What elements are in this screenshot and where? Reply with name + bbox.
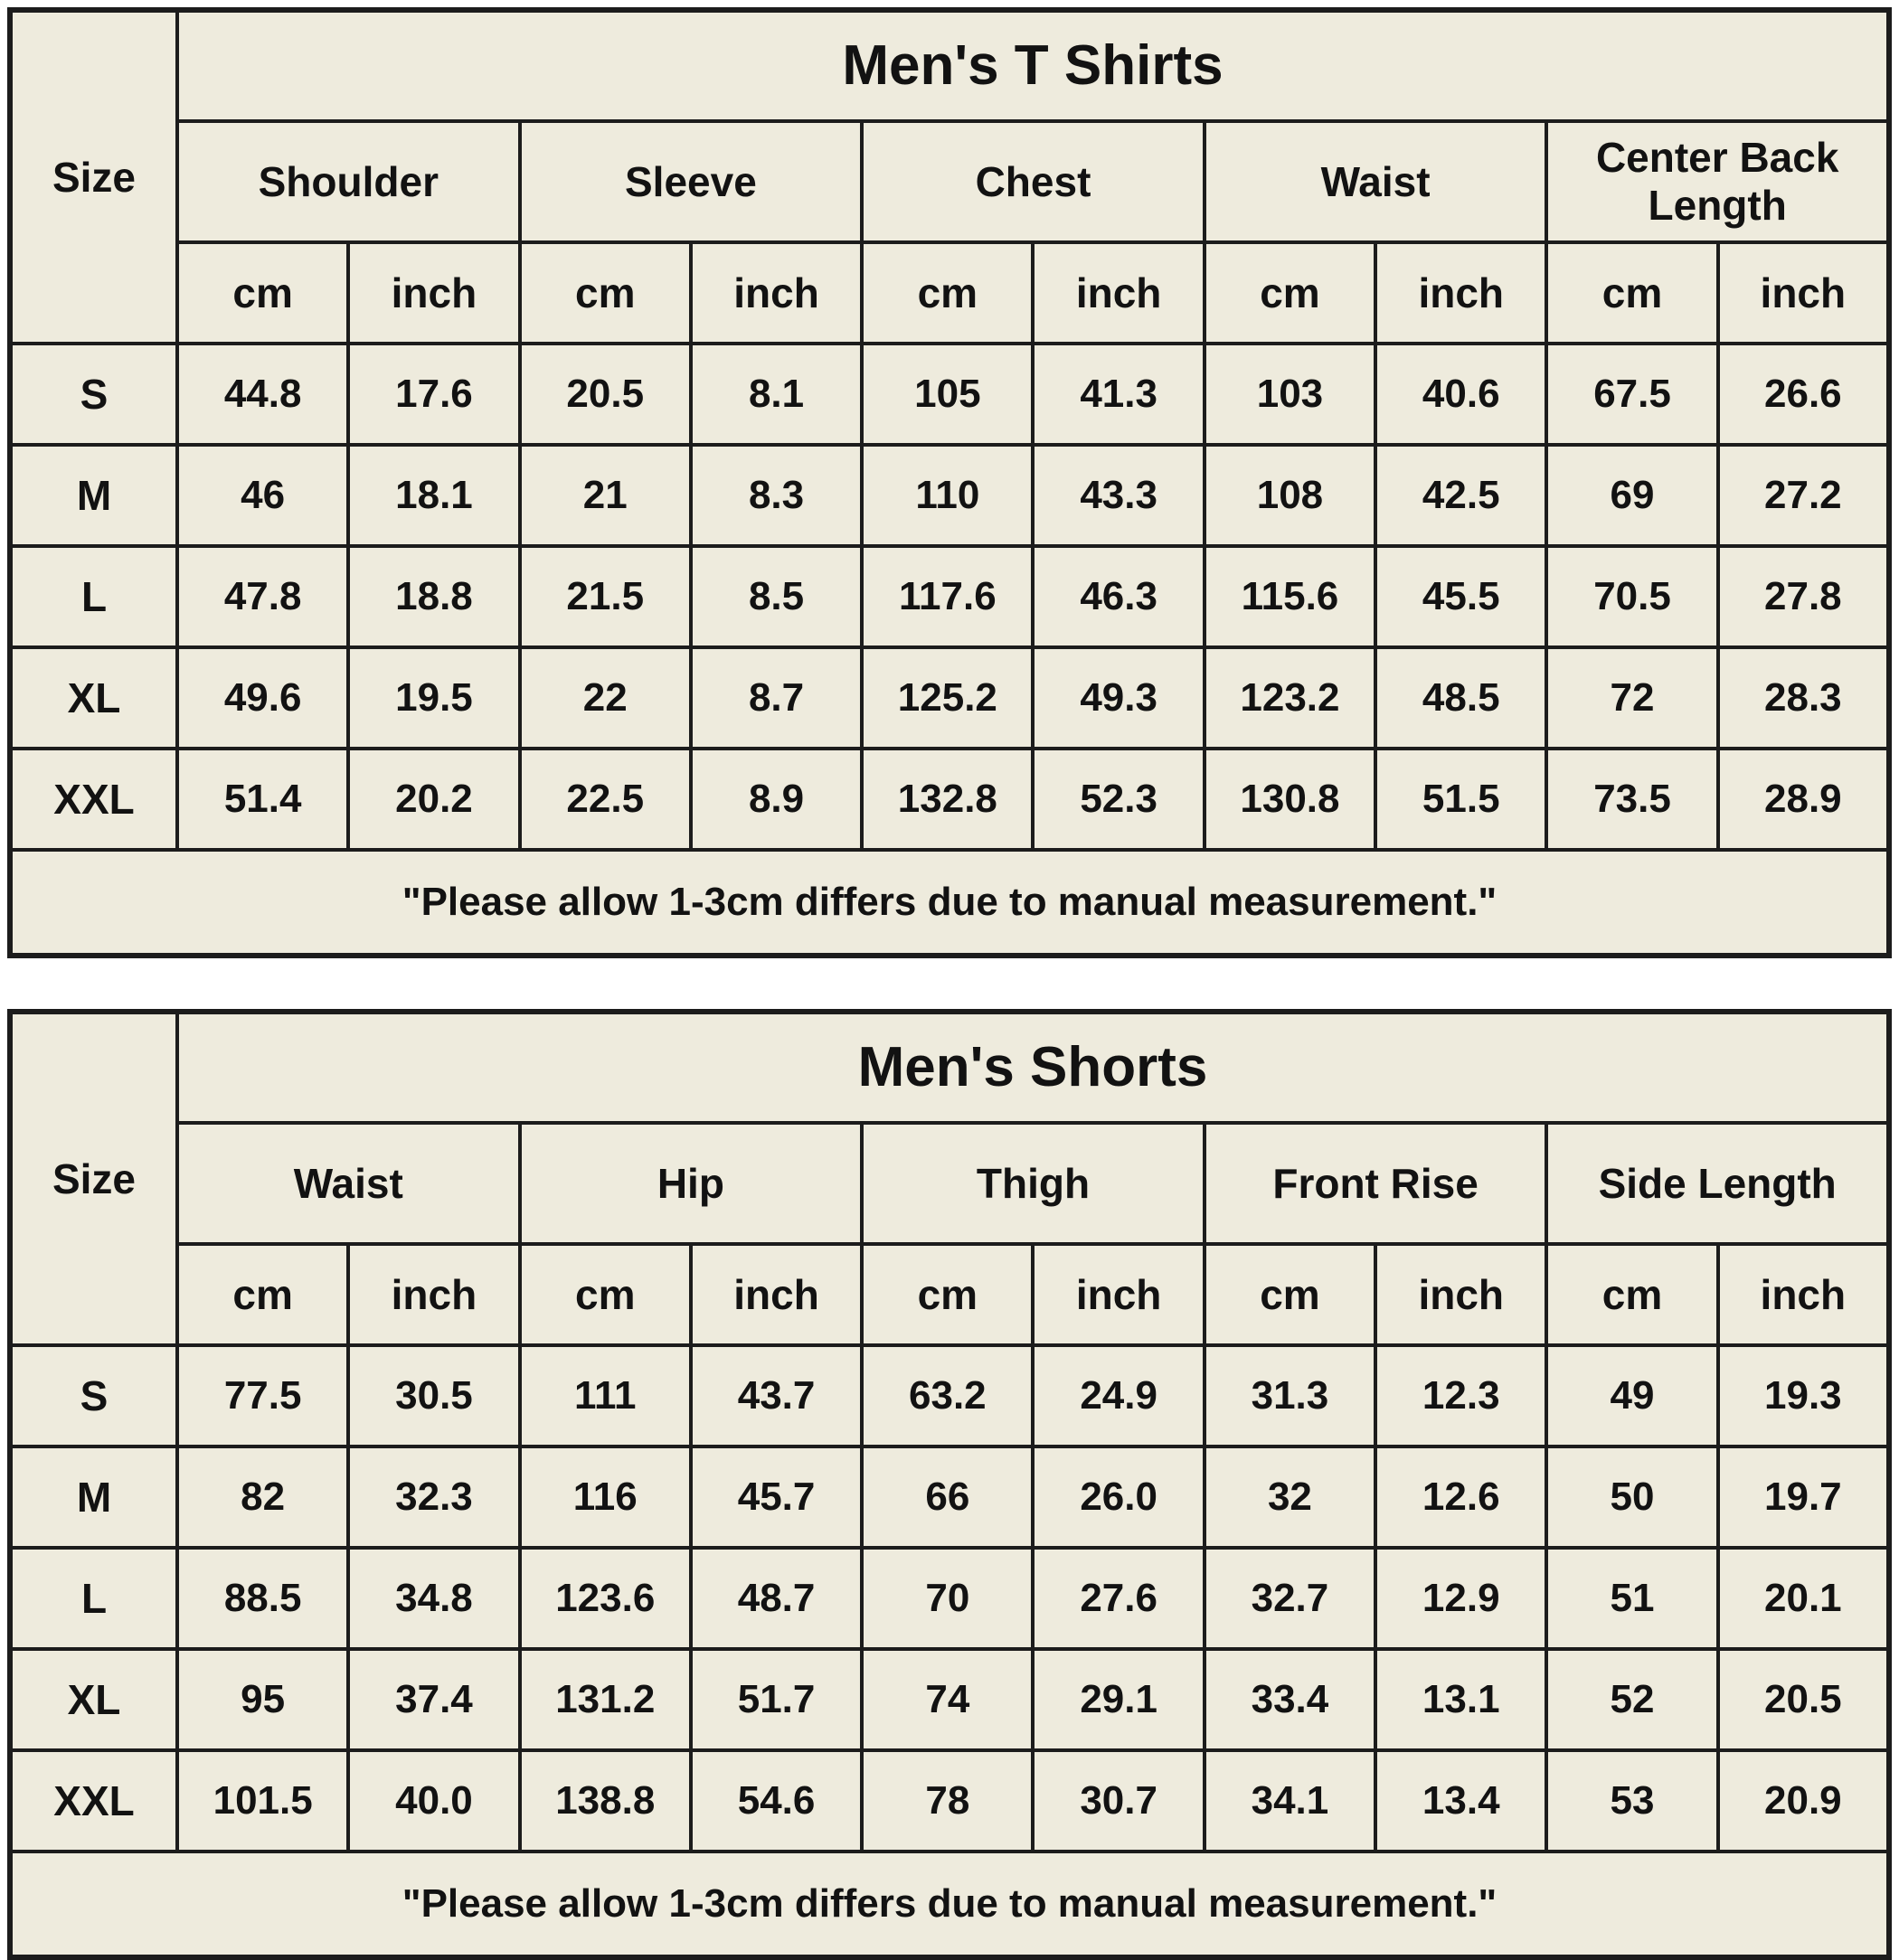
table-title: Men's T Shirts xyxy=(177,10,1889,121)
value-cell-inch: 29.1 xyxy=(1033,1649,1204,1750)
value-cell-inch: 12.6 xyxy=(1375,1446,1546,1548)
value-cell-cm: 116 xyxy=(520,1446,691,1548)
unit-header-cm: cm xyxy=(862,1244,1033,1345)
value-cell-cm: 101.5 xyxy=(177,1750,348,1852)
value-cell-cm: 123.6 xyxy=(520,1548,691,1649)
title-row xyxy=(10,1012,1889,1123)
value-cell-inch: 19.7 xyxy=(1718,1446,1889,1548)
table-title: Men's Shorts xyxy=(177,1012,1889,1123)
value-cell-inch: 8.5 xyxy=(691,546,862,647)
value-cell-inch: 41.3 xyxy=(1033,344,1204,445)
unit-header-inch: inch xyxy=(1375,242,1546,344)
value-cell-cm: 51.4 xyxy=(177,749,348,850)
value-cell-inch: 40.6 xyxy=(1375,344,1546,445)
size-row-l xyxy=(10,1548,1889,1649)
size-row-s xyxy=(10,344,1889,445)
value-cell-inch: 26.0 xyxy=(1033,1446,1204,1548)
value-cell-inch: 48.7 xyxy=(691,1548,862,1649)
unit-header-inch: inch xyxy=(1718,1244,1889,1345)
unit-header-cm: cm xyxy=(1546,1244,1717,1345)
size-row-m xyxy=(10,1446,1889,1548)
value-cell-inch: 48.5 xyxy=(1375,647,1546,749)
value-cell-inch: 13.4 xyxy=(1375,1750,1546,1852)
value-cell-cm: 117.6 xyxy=(862,546,1033,647)
value-cell-inch: 12.9 xyxy=(1375,1548,1546,1649)
unit-header-inch: inch xyxy=(691,1244,862,1345)
value-cell-cm: 49.6 xyxy=(177,647,348,749)
column-group-waist: Waist xyxy=(177,1123,520,1244)
value-cell-inch: 43.7 xyxy=(691,1345,862,1446)
value-cell-cm: 63.2 xyxy=(862,1345,1033,1446)
value-cell-cm: 105 xyxy=(862,344,1033,445)
value-cell-inch: 28.3 xyxy=(1718,647,1889,749)
column-group-hip: Hip xyxy=(520,1123,863,1244)
value-cell-inch: 8.9 xyxy=(691,749,862,850)
value-cell-inch: 51.7 xyxy=(691,1649,862,1750)
unit-header-inch: inch xyxy=(348,242,519,344)
size-row-label: S xyxy=(10,344,177,445)
size-row-label: XXL xyxy=(10,749,177,850)
size-row-label: XL xyxy=(10,1649,177,1750)
measure-header-row xyxy=(10,1123,1889,1244)
value-cell-inch: 20.2 xyxy=(348,749,519,850)
column-group-shoulder: Shoulder xyxy=(177,121,520,242)
value-cell-cm: 34.1 xyxy=(1205,1750,1375,1852)
value-cell-inch: 43.3 xyxy=(1033,445,1204,546)
column-group-side-length: Side Length xyxy=(1546,1123,1889,1244)
unit-header-cm: cm xyxy=(1205,242,1375,344)
unit-header-cm: cm xyxy=(520,1244,691,1345)
unit-header-inch: inch xyxy=(1033,242,1204,344)
size-column-header: Size xyxy=(10,1012,177,1345)
note-row xyxy=(10,850,1889,956)
value-cell-cm: 31.3 xyxy=(1205,1345,1375,1446)
value-cell-cm: 49 xyxy=(1546,1345,1717,1446)
value-cell-cm: 21.5 xyxy=(520,546,691,647)
value-cell-cm: 88.5 xyxy=(177,1548,348,1649)
column-group-sleeve: Sleeve xyxy=(520,121,863,242)
value-cell-inch: 51.5 xyxy=(1375,749,1546,850)
size-row-label: XL xyxy=(10,647,177,749)
value-cell-inch: 52.3 xyxy=(1033,749,1204,850)
unit-header-inch: inch xyxy=(1033,1244,1204,1345)
size-row-label: XXL xyxy=(10,1750,177,1852)
value-cell-inch: 19.3 xyxy=(1718,1345,1889,1446)
value-cell-inch: 8.3 xyxy=(691,445,862,546)
value-cell-cm: 53 xyxy=(1546,1750,1717,1852)
note-row xyxy=(10,1852,1889,1957)
value-cell-inch: 13.1 xyxy=(1375,1649,1546,1750)
value-cell-inch: 34.8 xyxy=(348,1548,519,1649)
value-cell-inch: 17.6 xyxy=(348,344,519,445)
value-cell-cm: 138.8 xyxy=(520,1750,691,1852)
value-cell-inch: 20.9 xyxy=(1718,1750,1889,1852)
value-cell-inch: 27.6 xyxy=(1033,1548,1204,1649)
value-cell-cm: 47.8 xyxy=(177,546,348,647)
value-cell-cm: 111 xyxy=(520,1345,691,1446)
unit-header-cm: cm xyxy=(862,242,1033,344)
value-cell-cm: 22.5 xyxy=(520,749,691,850)
value-cell-inch: 40.0 xyxy=(348,1750,519,1852)
value-cell-cm: 108 xyxy=(1205,445,1375,546)
unit-header-cm: cm xyxy=(177,242,348,344)
value-cell-cm: 44.8 xyxy=(177,344,348,445)
size-row-xl xyxy=(10,647,1889,749)
value-cell-inch: 28.9 xyxy=(1718,749,1889,850)
unit-header-row xyxy=(10,242,1889,344)
value-cell-cm: 33.4 xyxy=(1205,1649,1375,1750)
value-cell-cm: 110 xyxy=(862,445,1033,546)
value-cell-inch: 27.2 xyxy=(1718,445,1889,546)
value-cell-inch: 32.3 xyxy=(348,1446,519,1548)
value-cell-cm: 131.2 xyxy=(520,1649,691,1750)
size-row-l xyxy=(10,546,1889,647)
value-cell-cm: 70 xyxy=(862,1548,1033,1649)
value-cell-cm: 123.2 xyxy=(1205,647,1375,749)
unit-header-inch: inch xyxy=(1375,1244,1546,1345)
value-cell-inch: 30.5 xyxy=(348,1345,519,1446)
value-cell-inch: 37.4 xyxy=(348,1649,519,1750)
measurement-note: "Please allow 1-3cm differs due to manual measurement." xyxy=(10,1852,1889,1957)
value-cell-cm: 132.8 xyxy=(862,749,1033,850)
value-cell-cm: 32 xyxy=(1205,1446,1375,1548)
value-cell-inch: 26.6 xyxy=(1718,344,1889,445)
size-row-xl xyxy=(10,1649,1889,1750)
value-cell-inch: 45.7 xyxy=(691,1446,862,1548)
value-cell-inch: 46.3 xyxy=(1033,546,1204,647)
value-cell-inch: 8.1 xyxy=(691,344,862,445)
table-spacer xyxy=(7,958,1892,1009)
value-cell-inch: 24.9 xyxy=(1033,1345,1204,1446)
value-cell-cm: 70.5 xyxy=(1546,546,1717,647)
value-cell-cm: 73.5 xyxy=(1546,749,1717,850)
value-cell-cm: 78 xyxy=(862,1750,1033,1852)
column-group-chest: Chest xyxy=(862,121,1205,242)
size-row-label: L xyxy=(10,546,177,647)
value-cell-cm: 51 xyxy=(1546,1548,1717,1649)
value-cell-inch: 27.8 xyxy=(1718,546,1889,647)
value-cell-cm: 52 xyxy=(1546,1649,1717,1750)
value-cell-inch: 54.6 xyxy=(691,1750,862,1852)
shorts-size-table xyxy=(7,1009,1892,1960)
value-cell-cm: 22 xyxy=(520,647,691,749)
unit-header-cm: cm xyxy=(1546,242,1717,344)
size-row-s xyxy=(10,1345,1889,1446)
column-group-front-rise: Front Rise xyxy=(1205,1123,1547,1244)
tshirt-size-table xyxy=(7,7,1892,958)
value-cell-cm: 32.7 xyxy=(1205,1548,1375,1649)
value-cell-cm: 69 xyxy=(1546,445,1717,546)
size-row-label: M xyxy=(10,445,177,546)
size-row-xxl xyxy=(10,1750,1889,1852)
value-cell-inch: 20.5 xyxy=(1718,1649,1889,1750)
unit-header-cm: cm xyxy=(520,242,691,344)
value-cell-cm: 115.6 xyxy=(1205,546,1375,647)
size-row-m xyxy=(10,445,1889,546)
value-cell-cm: 77.5 xyxy=(177,1345,348,1446)
title-row xyxy=(10,10,1889,121)
value-cell-inch: 19.5 xyxy=(348,647,519,749)
column-group-waist: Waist xyxy=(1205,121,1547,242)
value-cell-inch: 12.3 xyxy=(1375,1345,1546,1446)
value-cell-cm: 67.5 xyxy=(1546,344,1717,445)
value-cell-cm: 82 xyxy=(177,1446,348,1548)
size-column-header: Size xyxy=(10,10,177,344)
value-cell-cm: 125.2 xyxy=(862,647,1033,749)
unit-header-cm: cm xyxy=(1205,1244,1375,1345)
column-group-thigh: Thigh xyxy=(862,1123,1205,1244)
value-cell-inch: 18.8 xyxy=(348,546,519,647)
value-cell-cm: 72 xyxy=(1546,647,1717,749)
unit-header-cm: cm xyxy=(177,1244,348,1345)
value-cell-cm: 74 xyxy=(862,1649,1033,1750)
unit-header-row xyxy=(10,1244,1889,1345)
value-cell-inch: 30.7 xyxy=(1033,1750,1204,1852)
size-row-label: S xyxy=(10,1345,177,1446)
value-cell-inch: 18.1 xyxy=(348,445,519,546)
value-cell-cm: 66 xyxy=(862,1446,1033,1548)
value-cell-inch: 45.5 xyxy=(1375,546,1546,647)
value-cell-cm: 130.8 xyxy=(1205,749,1375,850)
column-group-center-back-length: Center Back Length xyxy=(1546,121,1889,242)
value-cell-cm: 20.5 xyxy=(520,344,691,445)
value-cell-cm: 21 xyxy=(520,445,691,546)
size-row-label: M xyxy=(10,1446,177,1548)
value-cell-inch: 49.3 xyxy=(1033,647,1204,749)
size-row-xxl xyxy=(10,749,1889,850)
measure-header-row xyxy=(10,121,1889,242)
value-cell-cm: 103 xyxy=(1205,344,1375,445)
value-cell-cm: 50 xyxy=(1546,1446,1717,1548)
unit-header-inch: inch xyxy=(1718,242,1889,344)
unit-header-inch: inch xyxy=(348,1244,519,1345)
unit-header-inch: inch xyxy=(691,242,862,344)
value-cell-cm: 46 xyxy=(177,445,348,546)
value-cell-inch: 8.7 xyxy=(691,647,862,749)
measurement-note: "Please allow 1-3cm differs due to manual measurement." xyxy=(10,850,1889,956)
value-cell-cm: 95 xyxy=(177,1649,348,1750)
value-cell-inch: 42.5 xyxy=(1375,445,1546,546)
value-cell-inch: 20.1 xyxy=(1718,1548,1889,1649)
size-row-label: L xyxy=(10,1548,177,1649)
